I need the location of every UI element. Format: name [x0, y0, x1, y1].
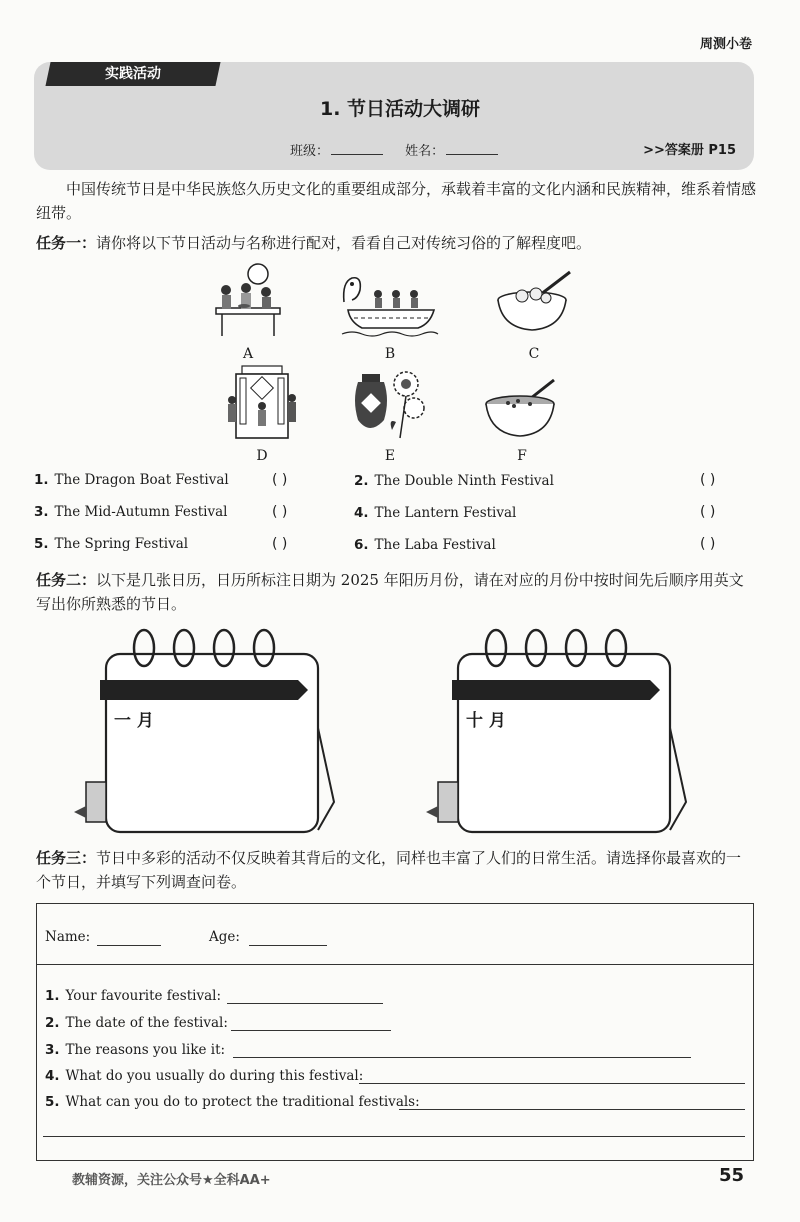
answer-blank[interactable]: ( ): [700, 472, 716, 488]
calendar-icon: [72, 624, 342, 840]
answer-line[interactable]: [231, 1030, 391, 1031]
calendar-january: [72, 624, 342, 844]
moon-family-icon: [210, 262, 286, 340]
chrysanthemum-wine-icon: [348, 360, 432, 442]
answer-line[interactable]: [233, 1057, 691, 1058]
picture-d-label: D: [256, 448, 268, 464]
intro-paragraph: 中国传统节日是中华民族悠久历史文化的重要组成部分，承载着丰富的文化内涵和民族精神，维系着情感纽带。: [36, 180, 757, 222]
question-5: 5. What can you do to protect the traditional festivals:: [45, 1094, 420, 1110]
survey-age-field[interactable]: [249, 945, 327, 946]
question-3: 3. The reasons you like it:: [45, 1042, 226, 1058]
calendar-month-label: 一 月: [114, 711, 154, 731]
calendar-icon: [424, 624, 694, 840]
answer-line[interactable]: [399, 1109, 745, 1110]
task1-instruction: [36, 231, 756, 255]
answer-blank[interactable]: ( ): [272, 472, 288, 488]
match-item: 6. The Laba Festival: [354, 537, 496, 553]
task2-label: 任务二：: [36, 571, 97, 589]
picture-e-label: E: [384, 448, 396, 464]
match-item: 4. The Lantern Festival: [354, 505, 517, 521]
section-tab: [45, 62, 220, 86]
answer-blank[interactable]: ( ): [272, 536, 288, 552]
answer-reference: >>答案册 P15: [643, 143, 736, 158]
match-item: 1. The Dragon Boat Festival: [34, 472, 229, 488]
page-number: 55: [718, 1165, 744, 1186]
age-label: Age:: [209, 929, 240, 945]
question-2: 2. The date of the festival:: [45, 1015, 228, 1031]
door-couplets-icon: [222, 360, 302, 442]
task1-label: 任务一：: [36, 234, 97, 252]
survey-name-field[interactable]: [97, 945, 161, 946]
name-label: 姓名：: [405, 144, 445, 159]
picture-f: [480, 372, 564, 464]
answer-line[interactable]: [43, 1136, 745, 1137]
picture-b-label: B: [384, 346, 396, 362]
answer-blank[interactable]: ( ): [272, 504, 288, 520]
answer-line[interactable]: [227, 1003, 383, 1004]
answer-line[interactable]: [359, 1083, 745, 1084]
survey-divider: [37, 964, 753, 965]
class-label: 班级：: [290, 144, 330, 159]
name-field[interactable]: [446, 154, 498, 155]
question-1: 1. Your favourite festival:: [45, 988, 222, 1004]
picture-e: [348, 360, 432, 464]
page-title: 1. 节日活动大调研: [319, 98, 481, 120]
answer-blank[interactable]: ( ): [700, 504, 716, 520]
footer-text: 教辅资源，关注公众号★全科AA+: [72, 1173, 271, 1188]
student-info: [290, 140, 516, 159]
picture-c: [492, 262, 576, 362]
dragon-boat-icon: [338, 262, 442, 340]
survey-form: [36, 903, 754, 1161]
name-label: Name:: [45, 929, 91, 945]
picture-b: [338, 262, 442, 362]
section-tab-label: 实践活动: [105, 66, 161, 82]
series-label: 周测小卷: [699, 37, 752, 52]
match-item: 5. The Spring Festival: [34, 536, 189, 552]
class-field[interactable]: [331, 154, 383, 155]
calendar-october: [424, 624, 694, 844]
match-item: 3. The Mid-Autumn Festival: [34, 504, 228, 520]
question-4: 4. What do you usually do during this festival:: [45, 1068, 364, 1084]
picture-d: [222, 360, 302, 464]
picture-a: [210, 262, 286, 362]
picture-c-label: C: [528, 346, 540, 362]
tangyuan-bowl-icon: [492, 262, 576, 340]
task2-instruction: [36, 568, 756, 616]
picture-a-label: A: [242, 346, 254, 362]
task2-text: 以下是几张日历，日历所标注日期为 2025 年阳历月份，请在对应的月份中按时间先后顺序用英文写出你所熟悉的节日。: [36, 571, 744, 613]
calendar-month-label: 十 月: [466, 711, 506, 731]
task1-text: 请你将以下节日活动与名称进行配对，看看自己对传统习俗的了解程度吧。: [96, 234, 592, 252]
match-item: 2. The Double Ninth Festival: [354, 473, 554, 489]
task3-text: 节日中多彩的活动不仅反映着其背后的文化，同样也丰富了人们的日常生活。请选择你最喜欢的一个节日，并填写下列调查问卷。: [36, 849, 742, 891]
laba-porridge-icon: [480, 372, 564, 442]
answer-blank[interactable]: ( ): [700, 536, 716, 552]
task3-instruction: [36, 846, 756, 894]
task3-label: 任务三：: [36, 849, 97, 867]
picture-f-label: F: [517, 448, 527, 464]
